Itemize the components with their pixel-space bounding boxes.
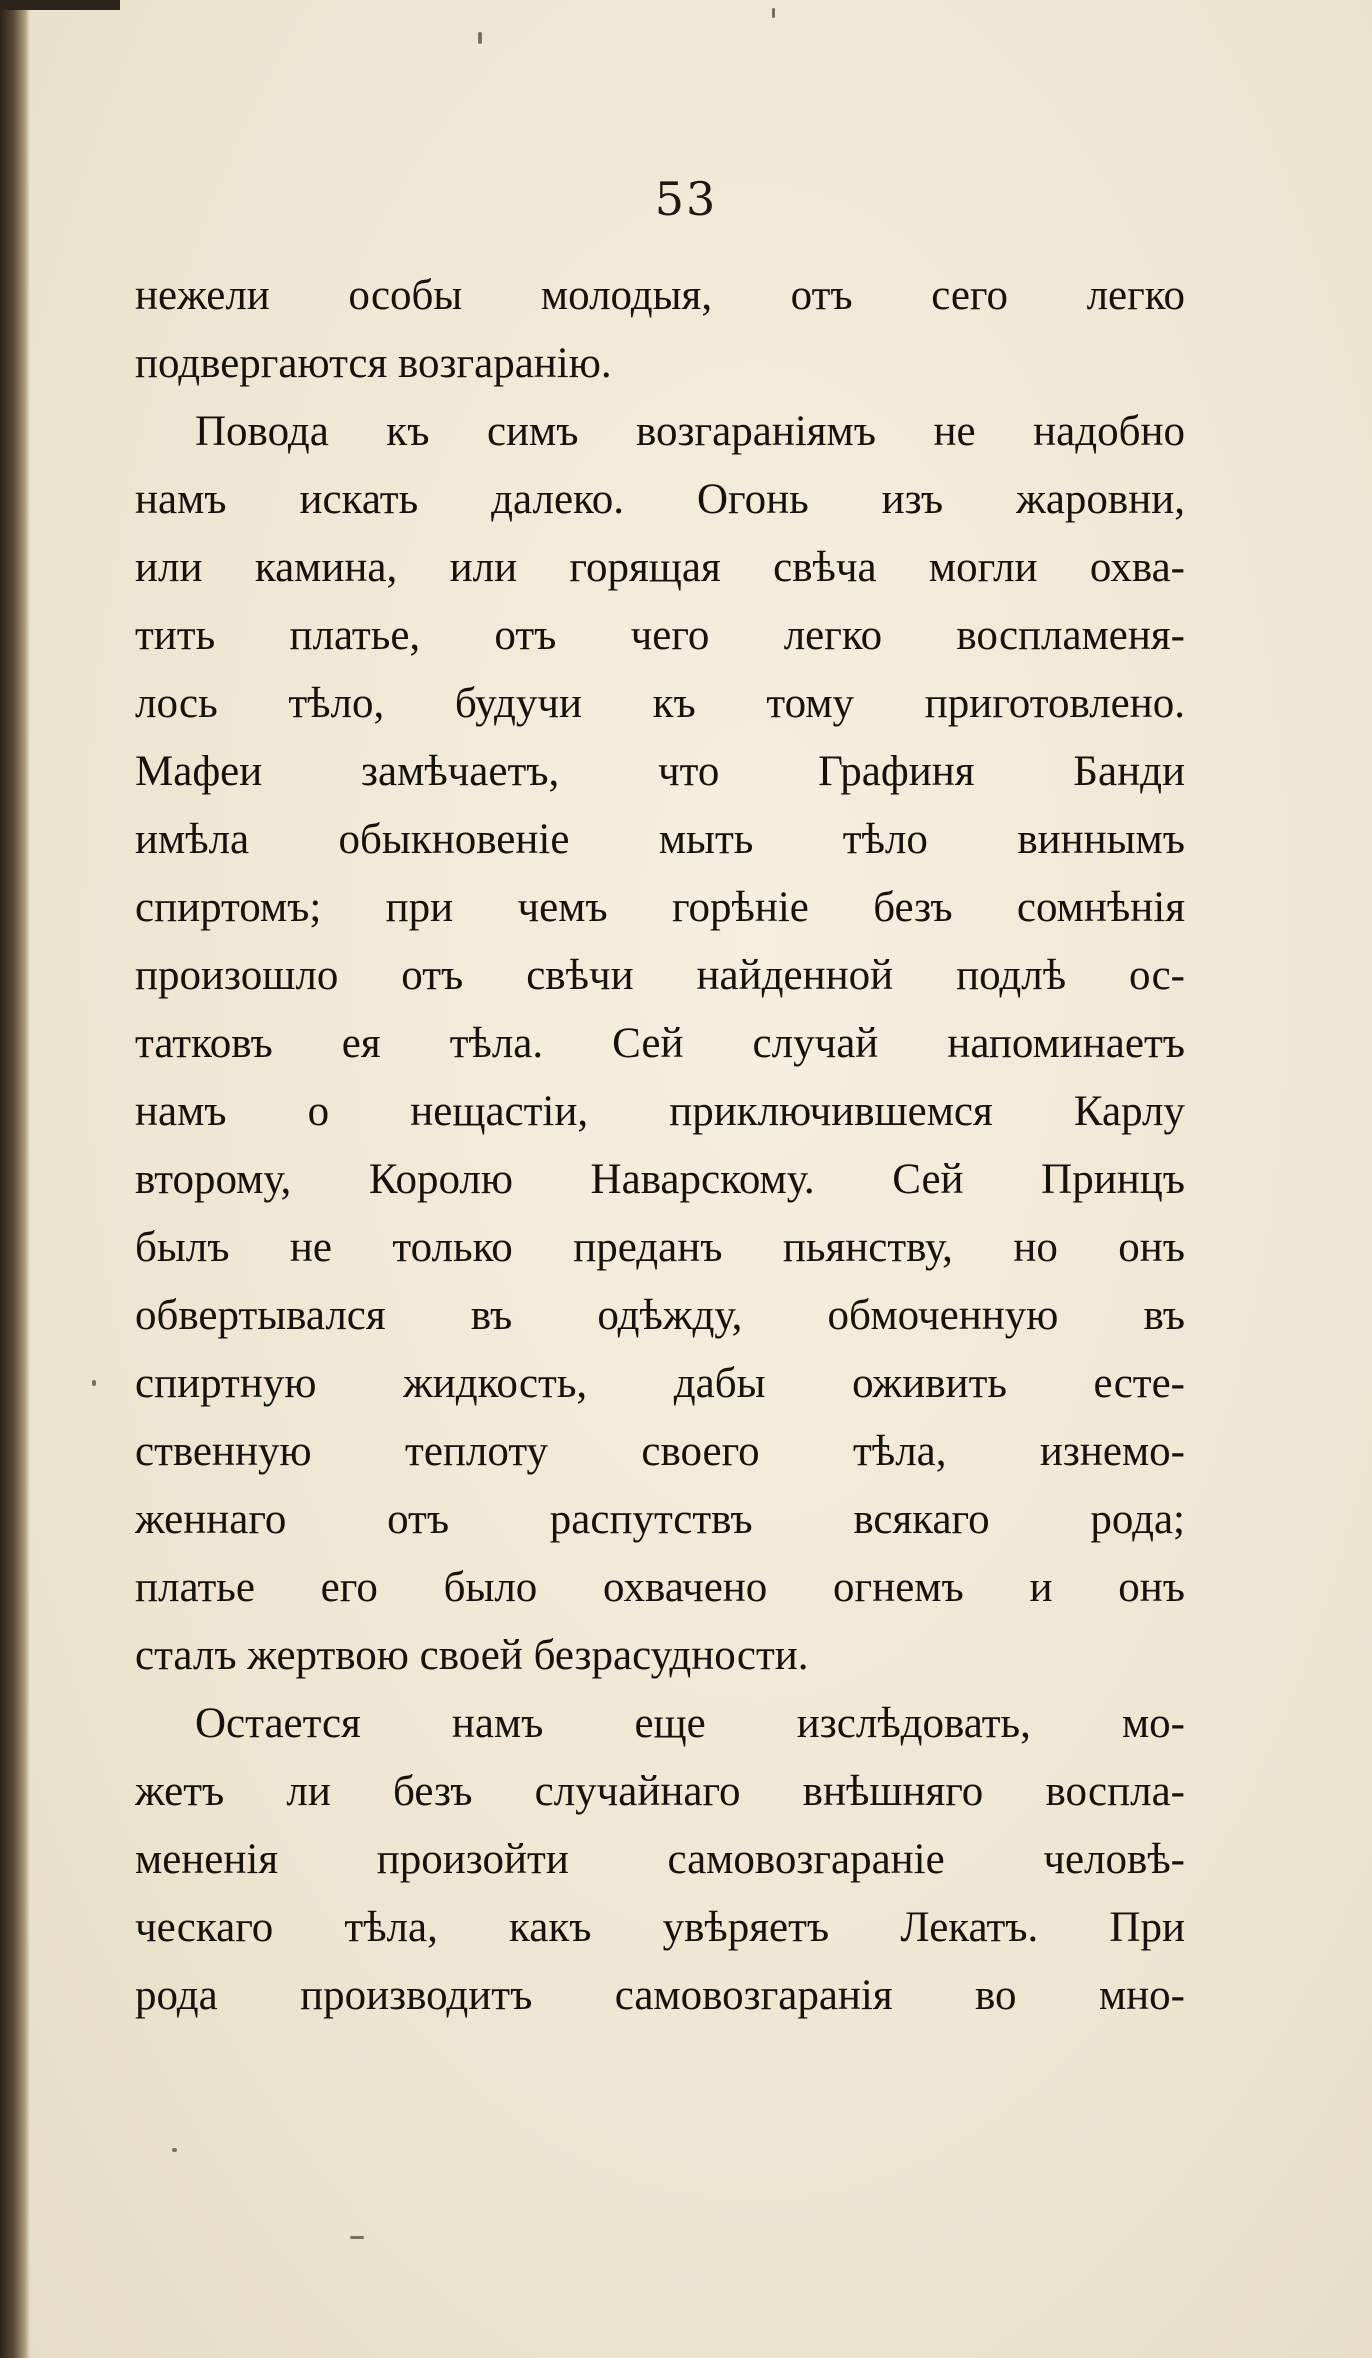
ink-fleck: [350, 2236, 364, 2239]
text-line: второму, Королю Наварскому. Сей Принцъ: [135, 1156, 1185, 1203]
ink-fleck: [92, 1380, 96, 1386]
page-edge-shadow: [0, 0, 120, 10]
text-line: тить платье, отъ чего легко воспламеня-: [135, 612, 1185, 659]
text-line: спиртомъ; при чемъ горѣніе безъ сомнѣнія: [135, 884, 1185, 931]
text-line: мененія произойти самовозгараніе человѣ-: [135, 1836, 1185, 1883]
page-number: 53: [654, 172, 718, 226]
text-line: сталъ жертвою своей безрасудности.: [135, 1632, 809, 1679]
text-line: жетъ ли безъ случайнаго внѣшняго воспла-: [135, 1768, 1185, 1815]
ink-fleck: [772, 8, 775, 18]
text-line: татковъ ея тѣла. Сей случай напоминаетъ: [135, 1020, 1185, 1067]
book-spine: [0, 0, 30, 2358]
text-line: нежели особы молодыя, отъ сего легко: [135, 272, 1185, 319]
ink-fleck: [478, 32, 482, 44]
ink-fleck: [172, 2148, 177, 2152]
page-body-text: [135, 262, 1185, 2030]
text-line: Остается намъ еще изслѣдовать, мо-: [195, 1700, 1185, 1747]
text-line: ческаго тѣла, какъ увѣряетъ Лекатъ. При: [135, 1904, 1185, 1951]
text-line: произошло отъ свѣчи найденной подлѣ ос-: [135, 952, 1185, 999]
text-line: намъ о нещастіи, приключившемся Карлу: [135, 1088, 1185, 1135]
text-line: спиртную жидкость, дабы оживить есте-: [135, 1360, 1185, 1407]
text-line: Мафеи замѣчаетъ, что Графиня Банди: [135, 748, 1185, 795]
text-line: былъ не только преданъ пьянству, но онъ: [135, 1224, 1185, 1271]
text-line: платье его было охвачено огнемъ и онъ: [135, 1564, 1185, 1611]
text-line: или камина, или горящая свѣча могли охва-: [135, 544, 1185, 591]
text-line: ственную теплоту своего тѣла, изнемо-: [135, 1428, 1185, 1475]
text-line: имѣла обыкновеніе мыть тѣло виннымъ: [135, 816, 1185, 863]
text-line: Повода къ симъ возгараніямъ не надобно: [195, 408, 1185, 455]
text-line: женнаго отъ распутствъ всякаго рода;: [135, 1496, 1185, 1543]
text-line: рода производитъ самовозгаранія во мно-: [135, 1972, 1185, 2019]
text-line: подвергаются возгаранію.: [135, 340, 612, 387]
text-line: лось тѣло, будучи къ тому приготовлено.: [135, 680, 1185, 727]
text-line: намъ искать далеко. Огонь изъ жаровни,: [135, 476, 1185, 523]
text-line: обвертывался въ одѣжду, обмоченную въ: [135, 1292, 1185, 1339]
